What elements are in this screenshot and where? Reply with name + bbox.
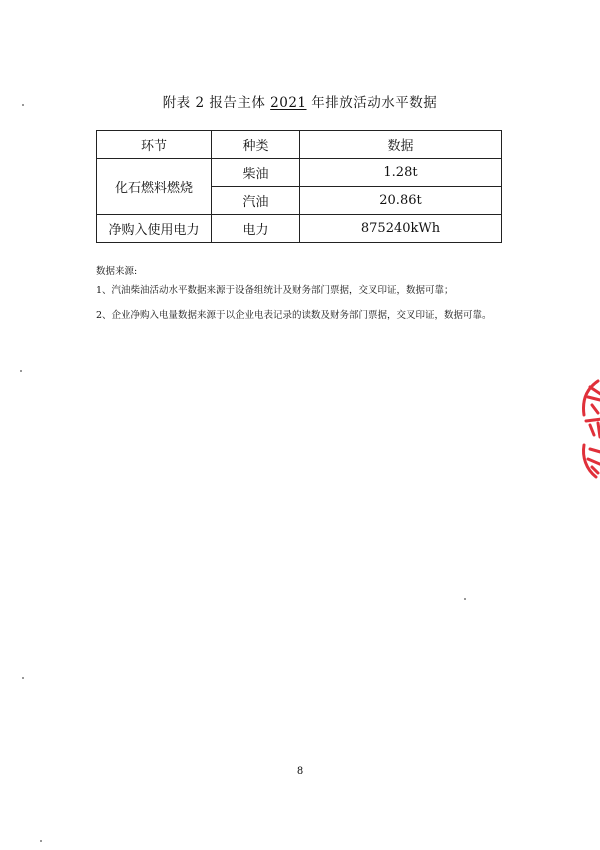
notes-section bbox=[96, 264, 514, 333]
cell-fossil-fuel: 化石燃料燃烧 bbox=[97, 159, 212, 215]
cell-electricity-stage: 净购入使用电力 bbox=[97, 215, 212, 243]
source-label: 数据来源: bbox=[96, 266, 138, 277]
red-seal-stamp-icon bbox=[568, 375, 600, 485]
scan-speck bbox=[20, 370, 22, 372]
activity-data-table bbox=[96, 130, 502, 243]
header-type: 种类 bbox=[212, 131, 300, 159]
title-year: 2021 bbox=[270, 95, 307, 111]
note-1: 1、汽油柴油活动水平数据来源于设备组统计及财务部门票据，交叉印证，数据可靠； bbox=[96, 285, 454, 297]
scan-speck bbox=[40, 840, 42, 842]
page-number: 8 bbox=[296, 766, 304, 777]
table-row bbox=[97, 215, 502, 243]
scan-speck bbox=[22, 677, 24, 679]
header-stage: 环节 bbox=[97, 131, 212, 159]
table-header-row bbox=[97, 131, 502, 159]
cell-value-electricity: 875240kWh bbox=[300, 215, 502, 243]
table-row bbox=[97, 159, 502, 187]
scan-speck bbox=[464, 598, 466, 600]
cell-type-diesel: 柴油 bbox=[212, 159, 300, 187]
cell-value-gasoline: 20.86t bbox=[300, 187, 502, 215]
cell-type-gasoline: 汽油 bbox=[212, 187, 300, 215]
cell-type-electricity: 电力 bbox=[212, 215, 300, 243]
header-data: 数据 bbox=[300, 131, 502, 159]
cell-value-diesel: 1.28t bbox=[300, 159, 502, 187]
scan-speck bbox=[22, 104, 24, 106]
title-prefix: 附表 2 报告主体 bbox=[162, 95, 271, 111]
title-suffix: 年排放活动水平数据 bbox=[306, 95, 438, 111]
note-2: 2、企业净购入电量数据来源于以企业电表记录的读数及财务部门票据，交叉印证，数据可靠。 bbox=[96, 310, 492, 322]
page-title bbox=[0, 91, 600, 111]
